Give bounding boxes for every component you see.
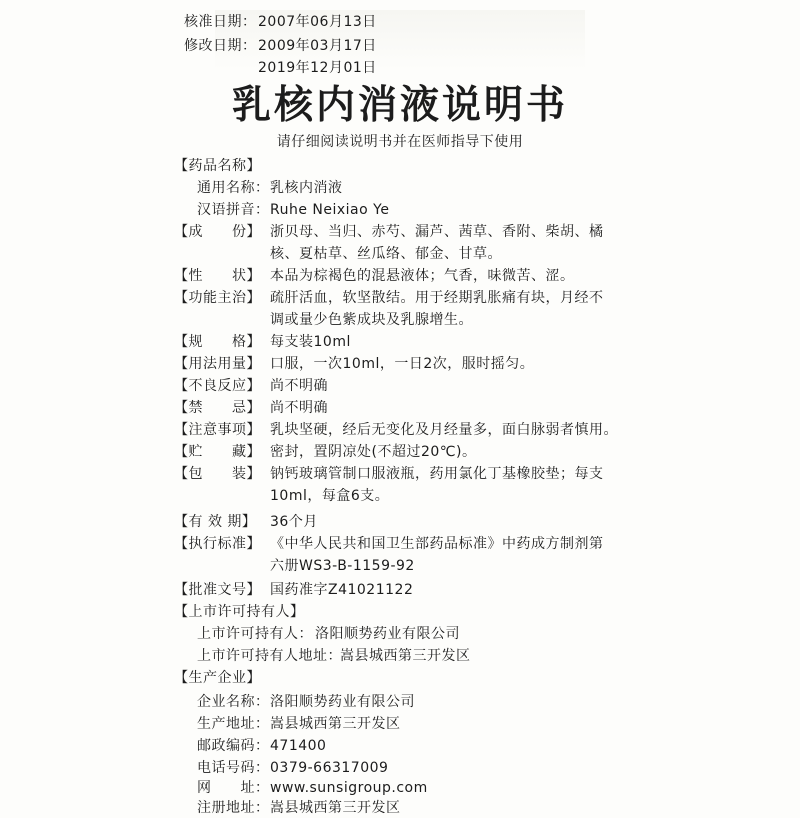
website-label: 网 址： bbox=[197, 780, 270, 796]
phone-label: 电话号码： bbox=[197, 760, 270, 776]
mah-holder-value: 洛阳顺势药业有限公司 bbox=[315, 626, 460, 642]
pinyin-value: Ruhe Neixiao Ye bbox=[270, 202, 390, 218]
mah-address-value: 嵩县城西第三开发区 bbox=[340, 648, 471, 664]
section-label: 【执行标准】 bbox=[174, 536, 261, 552]
postcode-value: 471400 bbox=[270, 738, 327, 754]
document-title: 乳核内消液说明书 bbox=[231, 83, 568, 128]
approval-number-value: 国药准字Z41021122 bbox=[270, 582, 414, 598]
section-label: 【用法用量】 bbox=[174, 356, 261, 372]
section-label: 【药品名称】 bbox=[174, 158, 261, 174]
section-label: 【不良反应】 bbox=[174, 378, 261, 394]
specification-value: 每支装10ml bbox=[270, 334, 351, 350]
production-address-value: 嵩县城西第三开发区 bbox=[270, 716, 401, 732]
section-label: 【包 装】 bbox=[174, 466, 261, 482]
contraindications-value: 尚不明确 bbox=[270, 400, 328, 416]
section-label: 【生产企业】 bbox=[174, 670, 261, 686]
ingredients-line-1: 浙贝母、当归、赤芍、漏芦、茜草、香附、柴胡、橘 bbox=[270, 224, 604, 240]
pinyin-label: 汉语拼音： bbox=[197, 202, 270, 218]
section-label: 【功能主治】 bbox=[174, 290, 261, 306]
section-label: 【批准文号】 bbox=[174, 582, 261, 598]
revision-date-label: 修改日期： bbox=[184, 38, 257, 54]
approval-date-label: 核准日期： bbox=[184, 14, 257, 30]
section-label: 【贮 藏】 bbox=[174, 444, 261, 460]
revision-date-value-2: 2019年12月01日 bbox=[258, 60, 377, 76]
validity-value: 36个月 bbox=[270, 514, 318, 530]
document-subtitle: 请仔细阅读说明书并在医师指导下使用 bbox=[276, 134, 524, 150]
registered-address-value: 嵩县城西第三开发区 bbox=[270, 800, 401, 816]
section-label: 【上市许可持有人】 bbox=[174, 604, 305, 620]
section-label: 【有 效 期】 bbox=[174, 514, 257, 530]
properties-value: 本品为棕褐色的混悬液体；气香，味微苦、涩。 bbox=[270, 268, 575, 284]
standard-line-1: 《中华人民共和国卫生部药品标准》中药成方制剂第 bbox=[270, 536, 604, 552]
mah-address-label: 上市许可持有人地址： bbox=[197, 648, 342, 664]
ingredients-line-2: 核、夏枯草、丝瓜络、郁金、甘草。 bbox=[270, 246, 502, 262]
approval-date-value: 2007年06月13日 bbox=[258, 14, 377, 30]
company-name-label: 企业名称： bbox=[197, 694, 270, 710]
revision-date-value-1: 2009年03月17日 bbox=[258, 38, 377, 54]
section-label: 【注意事项】 bbox=[174, 422, 261, 438]
common-name-label: 通用名称： bbox=[197, 180, 270, 196]
production-address-label: 生产地址： bbox=[197, 716, 270, 732]
dosage-value: 口服，一次10ml，一日2次，服时摇匀。 bbox=[270, 356, 535, 372]
website-value: www.sunsigroup.com bbox=[270, 780, 428, 796]
section-label: 【成 份】 bbox=[174, 224, 261, 240]
section-label: 【规 格】 bbox=[174, 334, 261, 350]
company-name-value: 洛阳顺势药业有限公司 bbox=[270, 694, 415, 710]
storage-value: 密封，置阴凉处(不超过20℃)。 bbox=[270, 444, 477, 460]
precautions-value: 乳块坚硬，经后无变化及月经量多，面白脉弱者慎用。 bbox=[270, 422, 618, 438]
adverse-value: 尚不明确 bbox=[270, 378, 328, 394]
package-line-1: 钠钙玻璃管制口服液瓶，药用氯化丁基橡胶垫；每支 bbox=[270, 466, 604, 482]
section-label: 【禁 忌】 bbox=[174, 400, 261, 416]
postcode-label: 邮政编码： bbox=[197, 738, 270, 754]
phone-value: 0379-66317009 bbox=[270, 760, 389, 776]
section-label: 【性 状】 bbox=[174, 268, 261, 284]
registered-address-label: 注册地址： bbox=[197, 800, 270, 816]
indications-line-2: 调或量少色紫成块及乳腺增生。 bbox=[270, 312, 473, 328]
mah-holder-label: 上市许可持有人： bbox=[197, 626, 313, 642]
common-name-value: 乳核内消液 bbox=[270, 180, 343, 196]
package-line-2: 10ml，每盒6支。 bbox=[270, 488, 390, 504]
standard-line-2: 六册WS3-B-1159-92 bbox=[270, 558, 415, 574]
indications-line-1: 疏肝活血，软坚散结。用于经期乳胀痛有块，月经不 bbox=[270, 290, 604, 306]
